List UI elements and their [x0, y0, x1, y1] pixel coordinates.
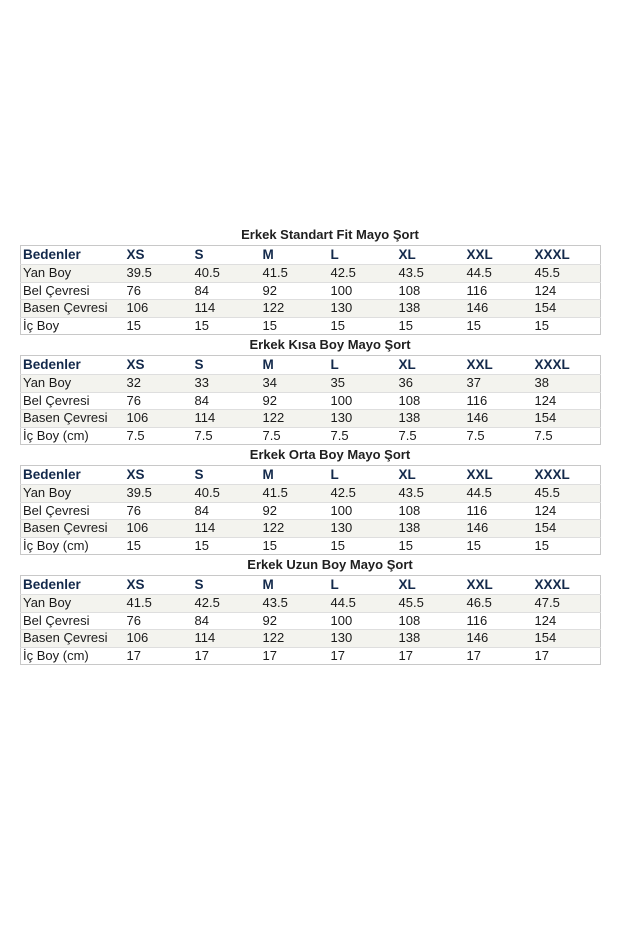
table-row	[21, 485, 601, 503]
size-header-cell: XXL	[466, 577, 493, 592]
measurement-cell: 84	[193, 502, 261, 520]
row-label-cell: Bel Çevresi	[21, 282, 125, 300]
measurement-cell: 108	[397, 612, 465, 630]
measurement-cell: 15	[397, 317, 465, 335]
size-header-cell: M	[262, 357, 274, 372]
table-header-row	[21, 356, 601, 375]
row-label-cell: Bel Çevresi	[21, 392, 125, 410]
table-row	[21, 317, 601, 335]
table-header-row	[21, 576, 601, 595]
measurement-cell: 45.5	[533, 485, 601, 503]
measurement-cell: 15	[465, 317, 533, 335]
measurement-cell: 122	[261, 410, 329, 428]
measurement-cell: 114	[193, 630, 261, 648]
measurement-cell: 108	[397, 502, 465, 520]
table-header-row	[21, 246, 601, 265]
measurement-cell: 146	[465, 300, 533, 318]
measurement-cell: 146	[465, 520, 533, 538]
measurement-cell: 116	[465, 392, 533, 410]
size-header-cell: XS	[126, 467, 145, 482]
size-header-cell: XS	[126, 247, 145, 262]
size-header-cell: M	[262, 577, 274, 592]
measurement-cell: 100	[329, 392, 397, 410]
measurement-cell: 15	[261, 537, 329, 555]
measurement-cell: 38	[533, 375, 601, 393]
measurement-cell: 15	[261, 317, 329, 335]
size-header-cell: XL	[398, 467, 416, 482]
size-table-section	[20, 334, 600, 445]
table-row	[21, 612, 601, 630]
measurement-cell: 7.5	[465, 427, 533, 445]
size-header-cell: L	[330, 247, 339, 262]
measurement-cell: 84	[193, 392, 261, 410]
measurement-cell: 40.5	[193, 265, 261, 283]
header-label-cell: Bedenler	[23, 467, 81, 482]
size-header-cell: XS	[126, 357, 145, 372]
size-header-cell: XXL	[466, 247, 493, 262]
measurement-cell: 45.5	[533, 265, 601, 283]
measurement-cell: 17	[533, 647, 601, 665]
measurement-cell: 43.5	[397, 265, 465, 283]
measurement-cell: 42.5	[193, 595, 261, 613]
size-table	[20, 575, 601, 665]
row-label-cell: İç Boy (cm)	[21, 647, 125, 665]
size-header-cell: L	[330, 577, 339, 592]
size-header-cell: XS	[126, 577, 145, 592]
measurement-cell: 146	[465, 410, 533, 428]
measurement-cell: 138	[397, 630, 465, 648]
size-table-section	[20, 554, 600, 665]
measurement-cell: 15	[329, 317, 397, 335]
measurement-cell: 17	[329, 647, 397, 665]
size-header-cell: L	[330, 357, 339, 372]
row-label-cell: Bel Çevresi	[21, 612, 125, 630]
measurement-cell: 7.5	[125, 427, 193, 445]
measurement-cell: 76	[125, 502, 193, 520]
measurement-cell: 116	[465, 612, 533, 630]
table-title: Erkek Orta Boy Mayo Şort	[249, 447, 411, 462]
measurement-cell: 39.5	[125, 485, 193, 503]
measurement-cell: 84	[193, 612, 261, 630]
measurement-cell: 39.5	[125, 265, 193, 283]
measurement-cell: 41.5	[261, 485, 329, 503]
measurement-cell: 130	[329, 410, 397, 428]
size-table	[20, 465, 601, 555]
measurement-cell: 44.5	[465, 265, 533, 283]
table-row	[21, 427, 601, 445]
measurement-cell: 84	[193, 282, 261, 300]
table-row	[21, 265, 601, 283]
table-row	[21, 630, 601, 648]
table-row	[21, 595, 601, 613]
measurement-cell: 154	[533, 410, 601, 428]
measurement-cell: 92	[261, 502, 329, 520]
table-row	[21, 647, 601, 665]
table-row	[21, 520, 601, 538]
measurement-cell: 114	[193, 300, 261, 318]
measurement-cell: 17	[465, 647, 533, 665]
measurement-cell: 47.5	[533, 595, 601, 613]
measurement-cell: 7.5	[193, 427, 261, 445]
measurement-cell: 76	[125, 392, 193, 410]
table-title: Erkek Standart Fit Mayo Şort	[241, 227, 419, 242]
measurement-cell: 92	[261, 282, 329, 300]
measurement-cell: 106	[125, 520, 193, 538]
measurement-cell: 130	[329, 300, 397, 318]
measurement-cell: 124	[533, 392, 601, 410]
measurement-cell: 15	[533, 537, 601, 555]
measurement-cell: 124	[533, 502, 601, 520]
size-table	[20, 245, 601, 335]
row-label-cell: Yan Boy	[21, 375, 125, 393]
table-row	[21, 502, 601, 520]
measurement-cell: 7.5	[533, 427, 601, 445]
measurement-cell: 35	[329, 375, 397, 393]
table-row	[21, 392, 601, 410]
size-header-cell: XL	[398, 577, 416, 592]
measurement-cell: 17	[193, 647, 261, 665]
size-header-cell: XXXL	[534, 577, 570, 592]
measurement-cell: 130	[329, 520, 397, 538]
table-header-row	[21, 466, 601, 485]
measurement-cell: 15	[397, 537, 465, 555]
size-table	[20, 355, 601, 445]
size-header-cell: M	[262, 247, 274, 262]
measurement-cell: 44.5	[465, 485, 533, 503]
size-header-cell: M	[262, 467, 274, 482]
measurement-cell: 15	[329, 537, 397, 555]
measurement-cell: 42.5	[329, 265, 397, 283]
measurement-cell: 41.5	[261, 265, 329, 283]
measurement-cell: 43.5	[397, 485, 465, 503]
measurement-cell: 130	[329, 630, 397, 648]
measurement-cell: 15	[193, 317, 261, 335]
size-table-section	[20, 224, 600, 335]
measurement-cell: 106	[125, 410, 193, 428]
measurement-cell: 108	[397, 392, 465, 410]
measurement-cell: 15	[465, 537, 533, 555]
measurement-cell: 17	[397, 647, 465, 665]
row-label-cell: Yan Boy	[21, 265, 125, 283]
measurement-cell: 114	[193, 520, 261, 538]
measurement-cell: 138	[397, 520, 465, 538]
measurement-cell: 122	[261, 300, 329, 318]
measurement-cell: 33	[193, 375, 261, 393]
row-label-cell: İç Boy (cm)	[21, 427, 125, 445]
measurement-cell: 76	[125, 612, 193, 630]
measurement-cell: 41.5	[125, 595, 193, 613]
row-label-cell: Basen Çevresi	[21, 520, 125, 538]
measurement-cell: 154	[533, 520, 601, 538]
row-label-cell: Bel Çevresi	[21, 502, 125, 520]
row-label-cell: İç Boy (cm)	[21, 537, 125, 555]
measurement-cell: 46.5	[465, 595, 533, 613]
measurement-cell: 100	[329, 282, 397, 300]
measurement-cell: 138	[397, 410, 465, 428]
table-row	[21, 375, 601, 393]
measurement-cell: 15	[533, 317, 601, 335]
measurement-cell: 34	[261, 375, 329, 393]
row-label-cell: Basen Çevresi	[21, 410, 125, 428]
measurement-cell: 44.5	[329, 595, 397, 613]
measurement-cell: 17	[125, 647, 193, 665]
size-header-cell: XL	[398, 357, 416, 372]
table-title: Erkek Kısa Boy Mayo Şort	[249, 337, 411, 352]
measurement-cell: 92	[261, 612, 329, 630]
measurement-cell: 17	[261, 647, 329, 665]
measurement-cell: 100	[329, 612, 397, 630]
measurement-cell: 76	[125, 282, 193, 300]
measurement-cell: 43.5	[261, 595, 329, 613]
measurement-cell: 92	[261, 392, 329, 410]
measurement-cell: 122	[261, 630, 329, 648]
header-label-cell: Bedenler	[23, 247, 81, 262]
size-header-cell: S	[194, 357, 204, 372]
measurement-cell: 36	[397, 375, 465, 393]
measurement-cell: 7.5	[397, 427, 465, 445]
measurement-cell: 154	[533, 300, 601, 318]
table-title: Erkek Uzun Boy Mayo Şort	[247, 557, 413, 572]
size-header-cell: XXXL	[534, 467, 570, 482]
header-label-cell: Bedenler	[23, 577, 81, 592]
measurement-cell: 15	[193, 537, 261, 555]
table-row	[21, 410, 601, 428]
measurement-cell: 108	[397, 282, 465, 300]
measurement-cell: 106	[125, 630, 193, 648]
measurement-cell: 124	[533, 612, 601, 630]
size-header-cell: S	[194, 247, 204, 262]
measurement-cell: 122	[261, 520, 329, 538]
measurement-cell: 15	[125, 317, 193, 335]
row-label-cell: Basen Çevresi	[21, 300, 125, 318]
measurement-cell: 40.5	[193, 485, 261, 503]
row-label-cell: İç Boy	[21, 317, 125, 335]
size-header-cell: XXL	[466, 467, 493, 482]
measurement-cell: 114	[193, 410, 261, 428]
size-header-cell: XXXL	[534, 357, 570, 372]
measurement-cell: 116	[465, 282, 533, 300]
measurement-cell: 37	[465, 375, 533, 393]
measurement-cell: 146	[465, 630, 533, 648]
measurement-cell: 7.5	[261, 427, 329, 445]
table-row	[21, 282, 601, 300]
measurement-cell: 7.5	[329, 427, 397, 445]
table-row	[21, 300, 601, 318]
measurement-cell: 15	[125, 537, 193, 555]
row-label-cell: Basen Çevresi	[21, 630, 125, 648]
header-label-cell: Bedenler	[23, 357, 81, 372]
measurement-cell: 116	[465, 502, 533, 520]
size-header-cell: XXXL	[534, 247, 570, 262]
size-header-cell: S	[194, 577, 204, 592]
size-table-section	[20, 444, 600, 555]
measurement-cell: 45.5	[397, 595, 465, 613]
row-label-cell: Yan Boy	[21, 485, 125, 503]
measurement-cell: 32	[125, 375, 193, 393]
measurement-cell: 100	[329, 502, 397, 520]
measurement-cell: 42.5	[329, 485, 397, 503]
measurement-cell: 154	[533, 630, 601, 648]
measurement-cell: 138	[397, 300, 465, 318]
measurement-cell: 124	[533, 282, 601, 300]
size-header-cell: S	[194, 467, 204, 482]
table-row	[21, 537, 601, 555]
measurement-cell: 106	[125, 300, 193, 318]
size-header-cell: XL	[398, 247, 416, 262]
size-header-cell: L	[330, 467, 339, 482]
row-label-cell: Yan Boy	[21, 595, 125, 613]
size-header-cell: XXL	[466, 357, 493, 372]
